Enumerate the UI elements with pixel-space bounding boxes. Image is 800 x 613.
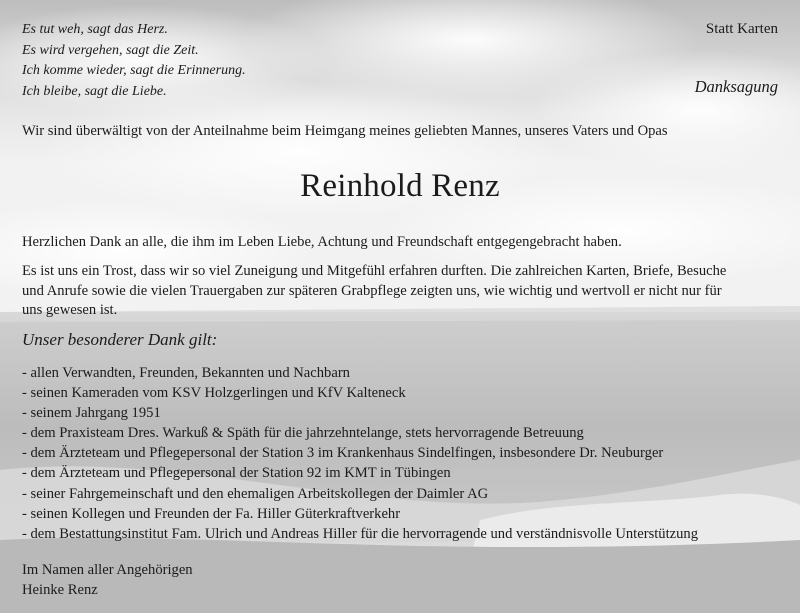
list-item: - seiner Fahrgemeinschaft und den ehemaligen Arbeitskollegen der Daimler AG (22, 485, 489, 502)
signature-name: Heinke Renz (22, 582, 98, 598)
intro-text: Wir sind überwältigt von der Anteilnahme beim Heimgang meines geliebten Mannes, unseres Vaters und Opas (22, 123, 668, 139)
thanks-text: Herzlichen Dank an alle, die ihm im Leben Liebe, Achtung und Freundschaft entgegengebracht haben. (22, 234, 622, 250)
trost-paragraph (22, 262, 782, 321)
poem (22, 20, 246, 102)
thanks-list (22, 363, 698, 544)
trost-line: Es ist uns ein Trost, dass wir so viel Zuneigung und Mitgefühl erfahren durften. Die zahlreichen Karten, Briefe, Besuche (22, 263, 727, 279)
poem-line: Ich bleibe, sagt die Liebe. (22, 83, 167, 99)
poem-line: Es wird vergehen, sagt die Zeit. (22, 42, 199, 58)
danksagung-heading: Danksagung (694, 77, 778, 96)
list-item: - dem Bestattungsinstitut Fam. Ulrich und Andreas Hiller für die hervorragende und verständnisvolle Unterstützung (22, 525, 699, 542)
list-item: - dem Ärzteteam und Pflegepersonal der Station 3 im Krankenhaus Sindelfingen, insbesondere Dr. Neuburger (22, 445, 664, 462)
deceased-name: Reinhold Renz (300, 168, 500, 204)
list-item: - seinen Kameraden vom KSV Holzgerlingen und KfV Kalteneck (22, 385, 406, 402)
list-item: - dem Ärzteteam und Pflegepersonal der Station 92 im KMT in Tübingen (22, 465, 451, 482)
signature (22, 560, 193, 600)
signature-line: Im Namen aller Angehörigen (22, 562, 193, 578)
special-thanks-heading: Unser besonderer Dank gilt: (22, 330, 218, 349)
trost-line: uns gewesen ist. (22, 302, 118, 319)
list-item: - dem Praxisteam Dres. Warkuß & Späth für die jahrzehntelange, stets hervorragende Betreuung (22, 425, 584, 442)
list-item: - allen Verwandten, Freunden, Bekannten und Nachbarn (22, 365, 350, 381)
trost-line: und Anrufe sowie die vielen Trauergaben zur späteren Grabpflege zeigten uns, wie wichtig und wertvoll er nicht nur für (22, 282, 722, 299)
statt-karten-label: Statt Karten (705, 21, 778, 37)
poem-line: Ich komme wieder, sagt die Erinnerung. (22, 63, 246, 78)
poem-line: Es tut weh, sagt das Herz. (22, 22, 168, 37)
list-item: - seinem Jahrgang 1951 (22, 405, 161, 422)
list-item: - seinen Kollegen und Freunden der Fa. Hiller Güterkraftverkehr (22, 505, 401, 522)
